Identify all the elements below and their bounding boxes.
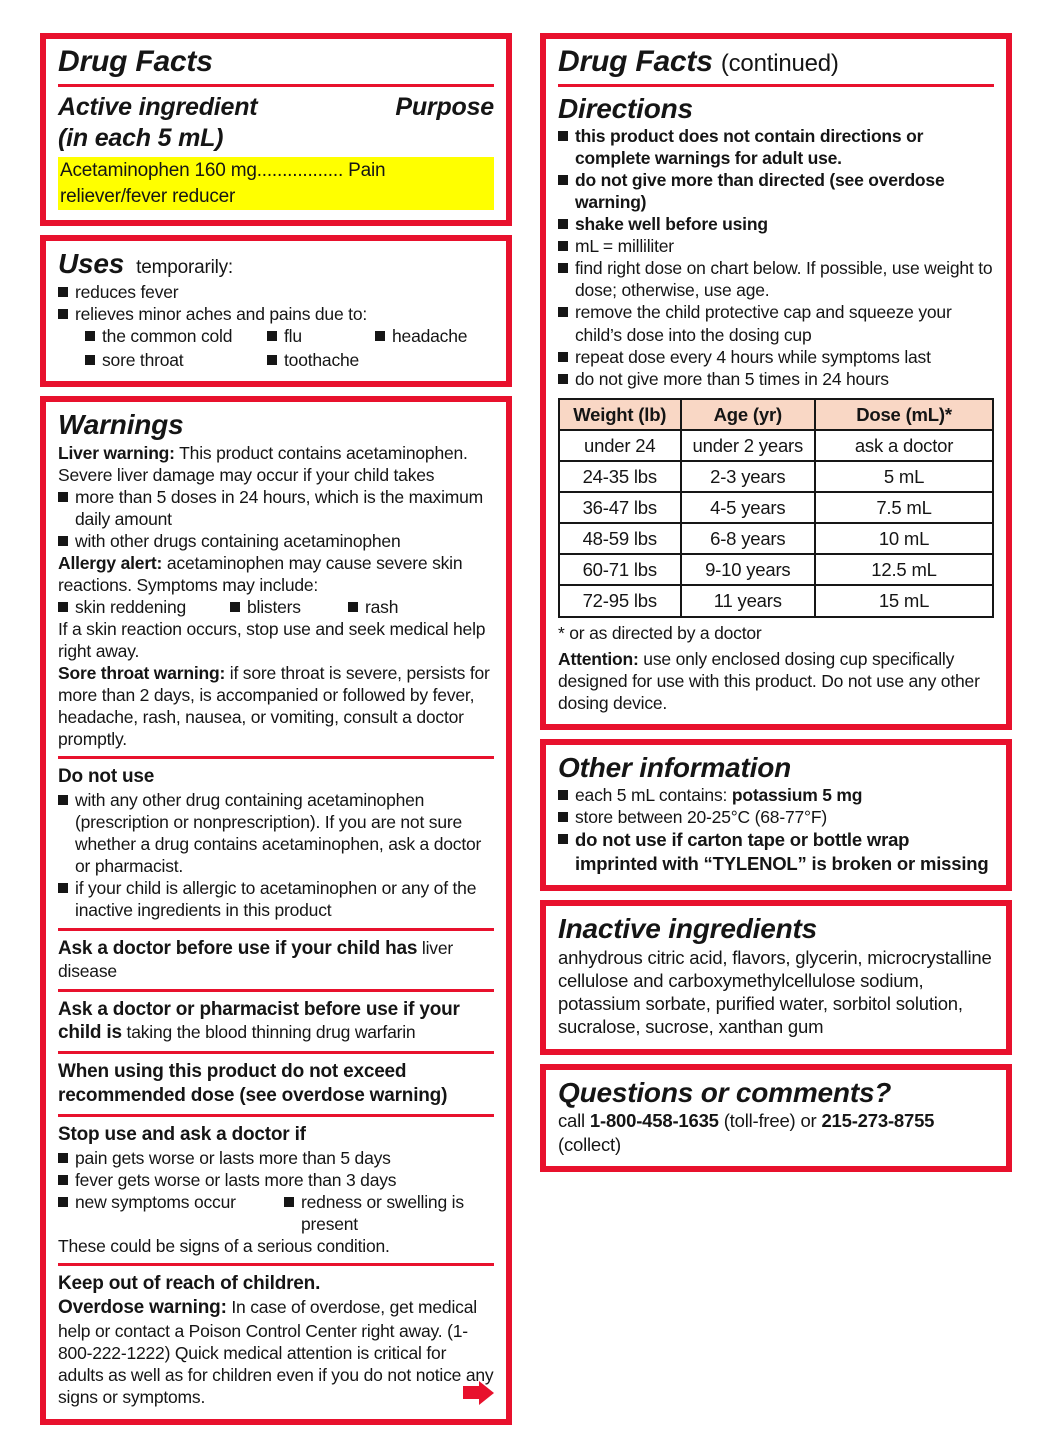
section-divider	[58, 989, 494, 992]
directions-bullet: remove the child protective cap and squeeze your child’s dose into the dosing cup	[558, 301, 994, 345]
stop-use-title: Stop use and ask a doctor if	[58, 1124, 306, 1146]
ask-doctor-pharmacist: Ask a doctor or pharmacist before use if your child is taking the blood thinning drug warfarin	[58, 998, 460, 1044]
bullet-square-icon	[558, 790, 568, 800]
do-not-use-bullet: if your child is allergic to acetaminophen or any of the inactive ingredients in this product	[58, 877, 494, 921]
uses-sub-bullet: flu	[267, 325, 375, 347]
uses-section	[40, 235, 512, 387]
bullet-square-icon	[558, 834, 568, 844]
bullet-square-icon	[58, 602, 68, 612]
directions-panel	[540, 33, 1012, 730]
liver-warning: Liver warning: This product contains acetaminophen. Severe liver damage may occur if your child takes	[58, 442, 468, 485]
table-footnote: * or as directed by a doctor	[558, 622, 762, 643]
table-row: 60-71 lbs 9-10 years 12.5 mL	[559, 554, 993, 585]
ask-doctor: Ask a doctor before use if your child has liver disease	[58, 937, 453, 982]
active-ingredient-panel	[40, 33, 512, 226]
directions-title: Directions	[558, 92, 693, 124]
table-row: 36-47 lbs 4-5 years 7.5 mL	[559, 492, 993, 523]
bullet-square-icon	[58, 883, 68, 893]
when-using: When using this product do not exceed recommended dose (see overdose warning)	[58, 1061, 448, 1107]
uses-sub-bullets	[85, 325, 494, 371]
do-not-use-title: Do not use	[58, 766, 155, 788]
bullet-square-icon	[558, 175, 568, 185]
warnings-title: Warnings	[58, 409, 184, 441]
allergy-symptom: rash	[348, 596, 494, 618]
bullet-square-icon	[558, 219, 568, 229]
questions-contact-line: call 1-800-458-1635 (toll-free) or 215-273-8755 (collect)	[558, 1110, 935, 1155]
uses-intro: temporarily:	[136, 257, 233, 279]
bullet-square-icon	[558, 812, 568, 822]
stop-use-bullet: pain gets worse or lasts more than 5 days	[58, 1147, 494, 1169]
directions-bullet: do not give more than 5 times in 24 hours	[558, 368, 994, 390]
dosing-table	[558, 398, 994, 618]
other-information-section	[540, 739, 1012, 891]
liver-warning-bullet: with other drugs containing acetaminophen	[58, 530, 494, 552]
questions-title: Questions or comments?	[558, 1076, 892, 1108]
dose-column-header: Dose (mL)*	[815, 399, 993, 430]
bullet-square-icon	[58, 536, 68, 546]
bullet-square-icon	[558, 352, 568, 362]
bullet-square-icon	[58, 287, 68, 297]
section-divider	[58, 928, 494, 931]
bullet-square-icon	[558, 131, 568, 141]
do-not-use-bullet: with any other drug containing acetaminophen (prescription or nonprescription). If you are not sure whether a drug contains acetaminophen, ask a doctor or pharmacist.	[58, 789, 494, 877]
stop-use-bullet: redness or swelling is present	[284, 1191, 494, 1235]
table-row: 72-95 lbs 11 years 15 mL	[559, 585, 993, 616]
dosing-table-header-row	[559, 399, 993, 430]
uses-bullet: reduces fever	[58, 281, 494, 303]
stop-use-bullet-row	[58, 1191, 494, 1235]
bullet-square-icon	[85, 355, 95, 365]
title-divider	[558, 84, 994, 87]
directions-bullet: mL = milliliter	[558, 235, 994, 257]
left-panel	[40, 33, 512, 1434]
purpose-heading: Purpose	[395, 92, 494, 121]
uses-title: Uses	[58, 248, 125, 280]
other-info-bullet: store between 20-25°C (68-77°F)	[558, 806, 994, 828]
uses-sub-bullet: the common cold	[85, 325, 267, 347]
bullet-square-icon	[267, 355, 277, 365]
allergy-symptom: skin reddening	[58, 596, 230, 618]
directions-bullet: do not give more than directed (see overdose warning)	[558, 169, 994, 213]
section-divider	[58, 1114, 494, 1117]
directions-bullet: repeat dose every 4 hours while symptoms last	[558, 346, 994, 368]
directions-bullet: shake well before using	[558, 213, 994, 235]
title-divider	[58, 84, 494, 87]
drug-facts-title: Drug Facts	[58, 45, 213, 78]
bullet-square-icon	[58, 1197, 68, 1207]
overdose-warning: Overdose warning: In case of overdose, get medical help or contact a Poison Control Center right away. (1-800-222-1222) Quick medical attention is critical for adults as well as for children even if you do not notice any signs or symptoms.	[58, 1297, 494, 1408]
other-info-bullet: do not use if carton tape or bottle wrap imprinted with “TYLENOL” is broken or missing	[558, 828, 994, 875]
bullet-square-icon	[58, 795, 68, 805]
attention-note: Attention: use only enclosed dosing cup specifically designed for use with this product. Do not use any other dosing device.	[558, 648, 980, 713]
section-divider	[58, 756, 494, 759]
bullet-square-icon	[558, 307, 568, 317]
section-divider	[58, 1263, 494, 1266]
bullet-square-icon	[558, 263, 568, 273]
bullet-square-icon	[267, 331, 277, 341]
bullet-square-icon	[230, 602, 240, 612]
inactive-ingredients-section	[540, 900, 1012, 1055]
uses-bullet: relieves minor aches and pains due to:	[58, 303, 494, 325]
uses-sub-bullet: sore throat	[85, 349, 267, 371]
other-information-title: Other information	[558, 751, 792, 783]
sore-throat-warning: Sore throat warning: if sore throat is severe, persists for more than 2 days, is accompanied or followed by fever, headache, rash, nausea, or vomiting, consult a doctor promptly.	[58, 663, 490, 750]
phone-toll-free: 1-800-458-1635	[589, 1110, 719, 1132]
allergy-symptom: blisters	[230, 596, 348, 618]
drug-facts-continued-title: Drug Facts (continued)	[558, 45, 839, 78]
stop-use-bullet: new symptoms occur	[58, 1191, 284, 1235]
directions-bullet: find right dose on chart below. If possible, use weight to dose; otherwise, use age.	[558, 257, 994, 301]
active-ingredient-heading: Active ingredient	[58, 92, 258, 121]
allergy-footer: If a skin reaction occurs, stop use and seek medical help right away.	[58, 619, 486, 662]
stop-use-footer: These could be signs of a serious condition.	[58, 1236, 390, 1257]
directions-bullet: this product does not contain directions or complete warnings for adult use.	[558, 125, 994, 169]
stop-use-bullet: fever gets worse or lasts more than 3 days	[58, 1169, 494, 1191]
bullet-square-icon	[58, 1153, 68, 1163]
bullet-square-icon	[58, 1175, 68, 1185]
table-row: under 24 under 2 years ask a doctor	[559, 430, 993, 461]
inactive-ingredients-text: anhydrous citric acid, flavors, glycerin, microcrystalline cellulose and carboxymethylcellulose sodium, potassium sorbate, purified water, sorbitol solution, sucralose, sucrose, xanthan gum	[558, 946, 992, 1038]
uses-sub-bullet: headache	[375, 325, 494, 347]
bullet-square-icon	[85, 331, 95, 341]
questions-section	[540, 1064, 1012, 1172]
active-ingredient-row: Acetaminophen 160 mg................. Pain reliever/fever reducer	[58, 157, 494, 210]
bullet-square-icon	[558, 241, 568, 251]
bullet-square-icon	[284, 1197, 294, 1207]
section-divider	[58, 1051, 494, 1054]
bullet-square-icon	[58, 492, 68, 502]
weight-column-header: Weight (lb)	[559, 399, 681, 430]
table-row: 24-35 lbs 2-3 years 5 mL	[559, 461, 993, 492]
phone-collect: 215-273-8755	[821, 1110, 935, 1132]
bullet-square-icon	[348, 602, 358, 612]
right-panel	[540, 33, 1012, 1181]
allergy-symptoms-row	[58, 596, 494, 618]
inactive-ingredients-title: Inactive ingredients	[558, 913, 817, 944]
uses-sub-bullet: toothache	[267, 349, 375, 371]
keep-out-of-reach: Keep out of reach of children.	[58, 1273, 321, 1295]
bullet-square-icon	[58, 309, 68, 319]
age-column-header: Age (yr)	[681, 399, 816, 430]
allergy-alert: Allergy alert: acetaminophen may cause severe skin reactions. Symptoms may include:	[58, 552, 463, 595]
warnings-section	[40, 396, 512, 1424]
bullet-square-icon	[558, 374, 568, 384]
bullet-square-icon	[375, 331, 385, 341]
arrow-right-icon	[463, 1381, 494, 1405]
active-ingredient-subheading: (in each 5 mL)	[58, 123, 224, 152]
liver-warning-bullet: more than 5 doses in 24 hours, which is the maximum daily amount	[58, 486, 494, 530]
other-info-bullet: each 5 mL contains: potassium 5 mg	[558, 784, 994, 806]
table-row: 48-59 lbs 6-8 years 10 mL	[559, 523, 993, 554]
